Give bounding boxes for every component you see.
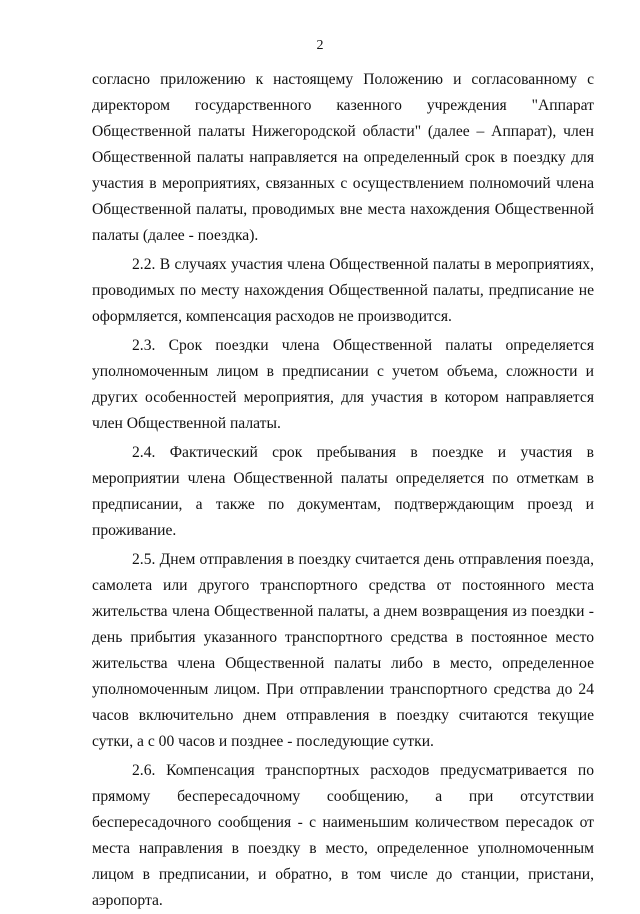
paragraph-2-3: 2.3. Срок поездки члена Общественной палаты определяется уполномоченным лицом в предписании с учетом объема, сложности и других особенностей мероприятия, для участия в котором направляется член Общественной палаты. xyxy=(92,337,594,432)
page-number: 2 xyxy=(316,38,324,53)
paragraph-2-6: 2.6. Компенсация транспортных расходов предусматривается по прямому беспересадочному сообщению, а при отсутствии беспересадочного сообщения - с наименьшим количеством пересадок от места направления в поездку в место, определенное уполномоченным лицом в предписании, и обратно, в том числе до станции, пристани, аэропорта. xyxy=(92,762,594,909)
paragraph-continuation: согласно приложению к настоящему Положению и согласованному с директором государственного казенного учреждения "Аппарат Общественной палаты Нижегородской области" (далее – Аппарат), член Общественной палаты направляется на определенный срок в поездку для участия в мероприятиях, связанных с осуществлением полномочий члена Общественной палаты, проводимых вне места нахождения Общественной палаты (далее - поездка). xyxy=(92,71,594,244)
paragraph-2-2: 2.2. В случаях участия члена Общественной палаты в мероприятиях, проводимых по месту нахождения Общественной палаты, предписание не оформляется, компенсация расходов не производится. xyxy=(92,256,594,325)
document-body xyxy=(92,67,594,914)
paragraph-2-4: 2.4. Фактический срок пребывания в поездке и участия в мероприятии члена Общественной палаты определяется по отметкам в предписании, а также по документам, подтверждающим проезд и проживание. xyxy=(92,444,594,539)
paragraph-2-5: 2.5. Днем отправления в поездку считается день отправления поезда, самолета или другого транспортного средства от постоянного места жительства члена Общественной палаты, а днем возвращения из поездки - день прибытия указанного транспортного средства в постоянное место жительства члена Общественной палаты либо в место, определенное уполномоченным лицом. При отправлении транспортного средства до 24 часов включительно днем отправления в поездку считаются текущие сутки, а с 00 часов и позднее - последующие сутки. xyxy=(92,551,594,750)
